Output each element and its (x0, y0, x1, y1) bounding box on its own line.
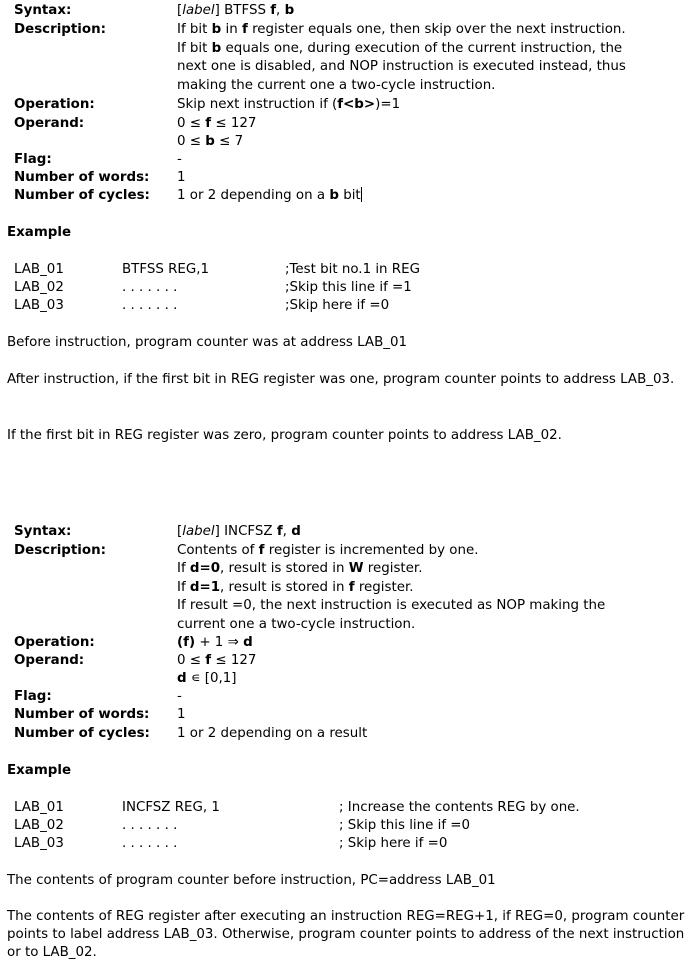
code-comment: ; Skip this line if =0 (339, 818, 471, 833)
incfsz-desc-text: If result =0, the next instruction is executed as NOP making the (177, 598, 606, 614)
btfss-para-2: After instruction, if the first bit in REG register was one, program counter points to address LAB_03. (7, 372, 675, 387)
btfss-example-heading: Example (7, 225, 72, 240)
code-instruction: INCFSZ REG, 1 (122, 800, 220, 815)
code-instruction: . . . . . . . (122, 818, 178, 833)
operation-label: Operation: (14, 635, 95, 650)
incfsz-operand-d: d ∊ [0,1] (177, 671, 237, 686)
code-comment: ;Skip here if =0 (285, 298, 390, 313)
btfss-desc-text: If bit b equals one, during execution of the current instruction, the (177, 40, 623, 56)
incfsz-operand-f: 0 ≤ f ≤ 127 (177, 653, 257, 668)
cycles-label: Number of cycles: (14, 188, 150, 203)
words-label: Number of words: (14, 707, 150, 722)
btfss-cycles (177, 187, 362, 205)
btfss-desc-text: next one is disabled, and NOP instruction is executed instead, thus (177, 59, 626, 75)
btfss-cycles-text: 1 or 2 depending on a b bit (177, 188, 361, 203)
incfsz-example-heading: Example (7, 763, 72, 778)
btfss-operand-f: 0 ≤ f ≤ 127 (177, 116, 257, 131)
code-comment: ; Increase the contents REG by one. (339, 800, 580, 815)
words-label: Number of words: (14, 170, 150, 185)
operand-label: Operand: (14, 116, 85, 131)
code-label: LAB_02 (14, 280, 64, 295)
code-comment: ; Skip here if =0 (339, 836, 448, 851)
code-comment: ;Skip this line if =1 (285, 280, 412, 295)
incfsz-operation: (f) + 1 ⇒ d (177, 635, 253, 650)
flag-label: Flag: (14, 689, 52, 704)
btfss-desc-text: making the current one a two-cycle instruction. (177, 78, 496, 94)
operation-label: Operation: (14, 97, 95, 112)
flag-label: Flag: (14, 152, 52, 167)
syntax-label: Syntax: (14, 524, 72, 539)
incfsz-flag: - (177, 689, 182, 704)
btfss-flag: - (177, 152, 182, 167)
btfss-para-1: Before instruction, program counter was at address LAB_01 (7, 335, 407, 350)
text-cursor (361, 187, 362, 202)
description-label: Description: (14, 22, 106, 37)
incfsz-syntax: [label] INCFSZ f, d (177, 524, 301, 539)
code-comment: ;Test bit no.1 in REG (285, 262, 420, 277)
code-label: LAB_01 (14, 800, 64, 815)
incfsz-desc-text: current one a two-cycle instruction. (177, 616, 416, 632)
btfss-words: 1 (177, 170, 186, 185)
syntax-label: Syntax: (14, 3, 72, 18)
btfss-para-3: If the first bit in REG register was zero, program counter points to address LAB_02. (7, 428, 562, 443)
operand-label: Operand: (14, 653, 85, 668)
code-label: LAB_01 (14, 262, 64, 277)
code-label: LAB_03 (14, 836, 64, 851)
incfsz-words: 1 (177, 707, 186, 722)
incfsz-cycles: 1 or 2 depending on a result (177, 726, 368, 741)
btfss-operand-b: 0 ≤ b ≤ 7 (177, 134, 244, 149)
incfsz-para-2: The contents of REG register after executing an instruction REG=REG+1, if REG=0, program counter points to label address LAB_03. Otherwise, program counter points to address of the next instruction or to LAB_02. (7, 909, 685, 960)
code-instruction: . . . . . . . (122, 836, 178, 851)
code-label: LAB_03 (14, 298, 64, 313)
incfsz-para-1: The contents of program counter before instruction, PC=address LAB_01 (7, 873, 496, 888)
incfsz-desc-text: If d=1, result is stored in f register. (177, 579, 414, 595)
code-instruction: BTFSS REG,1 (122, 262, 210, 277)
incfsz-desc-text: If d=0, result is stored in W register. (177, 561, 423, 577)
btfss-syntax: [label] BTFSS f, b (177, 3, 295, 18)
btfss-operation: Skip next instruction if (f<b>)=1 (177, 97, 401, 112)
cycles-label: Number of cycles: (14, 726, 150, 741)
code-instruction: . . . . . . . (122, 280, 178, 295)
code-instruction: . . . . . . . (122, 298, 178, 313)
description-label: Description: (14, 543, 106, 558)
code-label: LAB_02 (14, 818, 64, 833)
incfsz-desc-text: Contents of f register is incremented by one. (177, 543, 479, 558)
btfss-desc-text: If bit b in f register equals one, then skip over the next instruction. (177, 22, 626, 37)
